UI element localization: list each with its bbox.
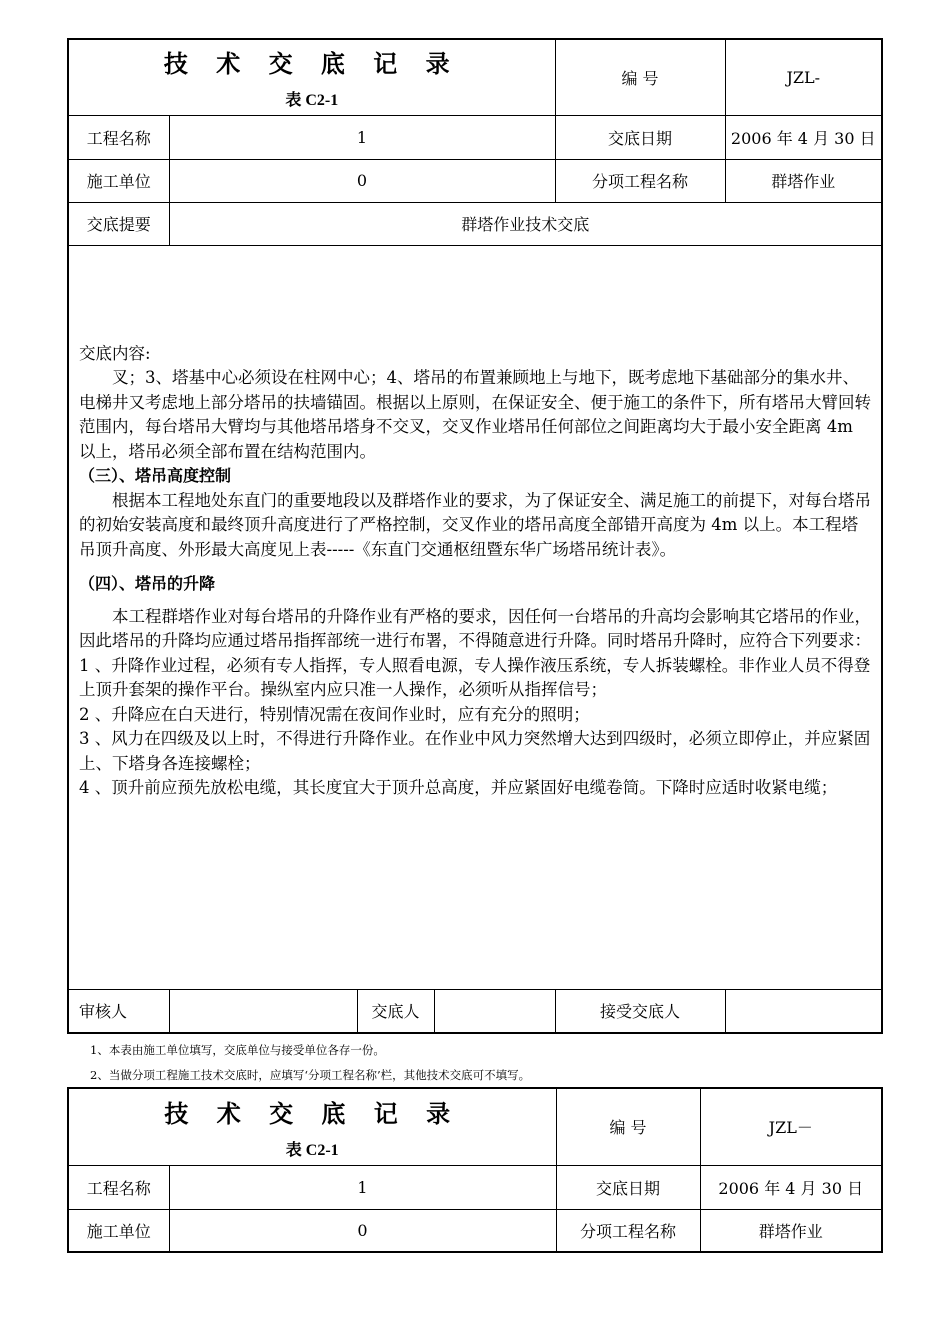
summary-label: 交底提要 (68, 202, 169, 245)
form2-subproject-value: 群塔作业 (700, 1209, 882, 1252)
form2-unit-label: 施工单位 (68, 1209, 169, 1252)
content-paragraph-3: 本工程群塔作业对每台塔吊的升降作业有严格的要求，因任何一台塔吊的升高均会影响其它塔吊的作业，因此塔吊的升降均应通过塔吊指挥部统一进行布署，不得随意进行升降。同时塔吊升降时，应符合下列要求： (79, 606, 871, 650)
form-title: 技 术 交 底 记 录 (163, 50, 460, 79)
number-label: 编 号 (555, 39, 725, 115)
section-heading-4: （四）、塔吊的升降 (79, 574, 216, 593)
requirement-item-3: 3 、风力在四级及以上时，不得进行升降作业。在作业中风力突然增大达到四级时，必须立即停止，并应紧固上、下塔身各连接螺栓； (79, 729, 871, 773)
subproject-value: 群塔作业 (725, 159, 882, 202)
reviewer-signature[interactable] (169, 989, 357, 1033)
form2-title-cell (68, 1088, 556, 1165)
project-name-value: 1 (169, 115, 555, 159)
form2-unit-value: 0 (169, 1209, 556, 1252)
subproject-label: 分项工程名称 (555, 159, 725, 202)
form2-title: 技 术 交 底 记 录 (164, 1099, 461, 1128)
form-code: 表 C2-1 (285, 92, 339, 110)
receiver-signature[interactable] (725, 989, 882, 1033)
requirement-item-1: 1 、升降作业过程，必须有专人指挥，专人照看电源，专人操作液压系统，专人拆装螺栓。非作业人员不得登上顶升套架的操作平台。操纵室内应只准一人操作，必须听从指挥信号； (79, 655, 871, 699)
disclosure-form-1 (67, 38, 883, 1034)
form-title-cell (68, 39, 555, 115)
disclosure-form-2 (67, 1087, 883, 1253)
content-paragraph-2: 根据本工程地处东直门的重要地段以及群塔作业的要求，为了保证安全、满足施工的前提下，对每台塔吊的初始安装高度和最终顶升高度进行了严格控制，交叉作业的塔吊高度全部错开高度为 4m 以上。本工程塔吊顶升高度、外形最大高度见上表-----《东直门交通枢纽暨东华广场塔吊统计表》。 (79, 490, 871, 559)
form2-date-label: 交底日期 (556, 1165, 700, 1209)
date-label: 交底日期 (555, 115, 725, 159)
form2-number-label: 编 号 (556, 1088, 700, 1165)
form2-subproject-label: 分项工程名称 (556, 1209, 700, 1252)
requirement-item-4: 4 、顶升前应预先放松电缆，其长度宜大于顶升总高度，并应紧固好电缆卷筒。下降时应适时收紧电缆； (79, 778, 838, 797)
unit-label: 施工单位 (68, 159, 169, 202)
discloser-signature[interactable] (434, 989, 555, 1033)
footnote-1: 1、本表由施工单位填写，交底单位与接受单位各存一份。 (90, 1043, 385, 1057)
date-value: 2006 年 4 月 30 日 (725, 115, 882, 159)
discloser-label: 交底人 (357, 989, 434, 1033)
unit-value: 0 (169, 159, 555, 202)
number-value: JZL- (725, 39, 882, 115)
form2-code: 表 C2-1 (285, 1141, 339, 1159)
form2-number-value: JZL－ (700, 1088, 882, 1165)
footnote-2: 2、当做分项工程施工技术交底时，应填写‘分项工程名称’栏，其他技术交底可不填写。 (90, 1068, 531, 1082)
form2-project-name-label: 工程名称 (68, 1165, 169, 1209)
content-label: 交底内容: (79, 343, 151, 363)
requirement-item-2: 2 、升降应在白天进行，特别情况需在夜间作业时，应有充分的照明； (79, 704, 590, 724)
disclosure-content (68, 245, 882, 989)
receiver-label: 接受交底人 (555, 989, 725, 1033)
content-paragraph-1: 叉；3、塔基中心必须设在柱网中心；4、塔吊的布置兼顾地上与地下，既考虑地下基础部分的集水井、电梯井又考虑地上部分塔吊的扶墙锚固。根据以上原则，在保证安全、便于施工的条件下，所有塔吊大臂回转范围内，每台塔吊大臂均与其他塔吊塔身不交叉，交叉作业塔吊任何部位之间距离均大于最小安全距离 4m 以上，塔吊必须全部布置在结构范围内。 (79, 368, 871, 461)
project-name-label: 工程名称 (68, 115, 169, 159)
form2-project-name-value: 1 (169, 1165, 556, 1209)
summary-value: 群塔作业技术交底 (169, 202, 882, 245)
section-heading-3: （三）、塔吊高度控制 (79, 466, 232, 485)
reviewer-label: 审核人 (68, 989, 169, 1033)
form2-date-value: 2006 年 4 月 30 日 (700, 1165, 882, 1209)
